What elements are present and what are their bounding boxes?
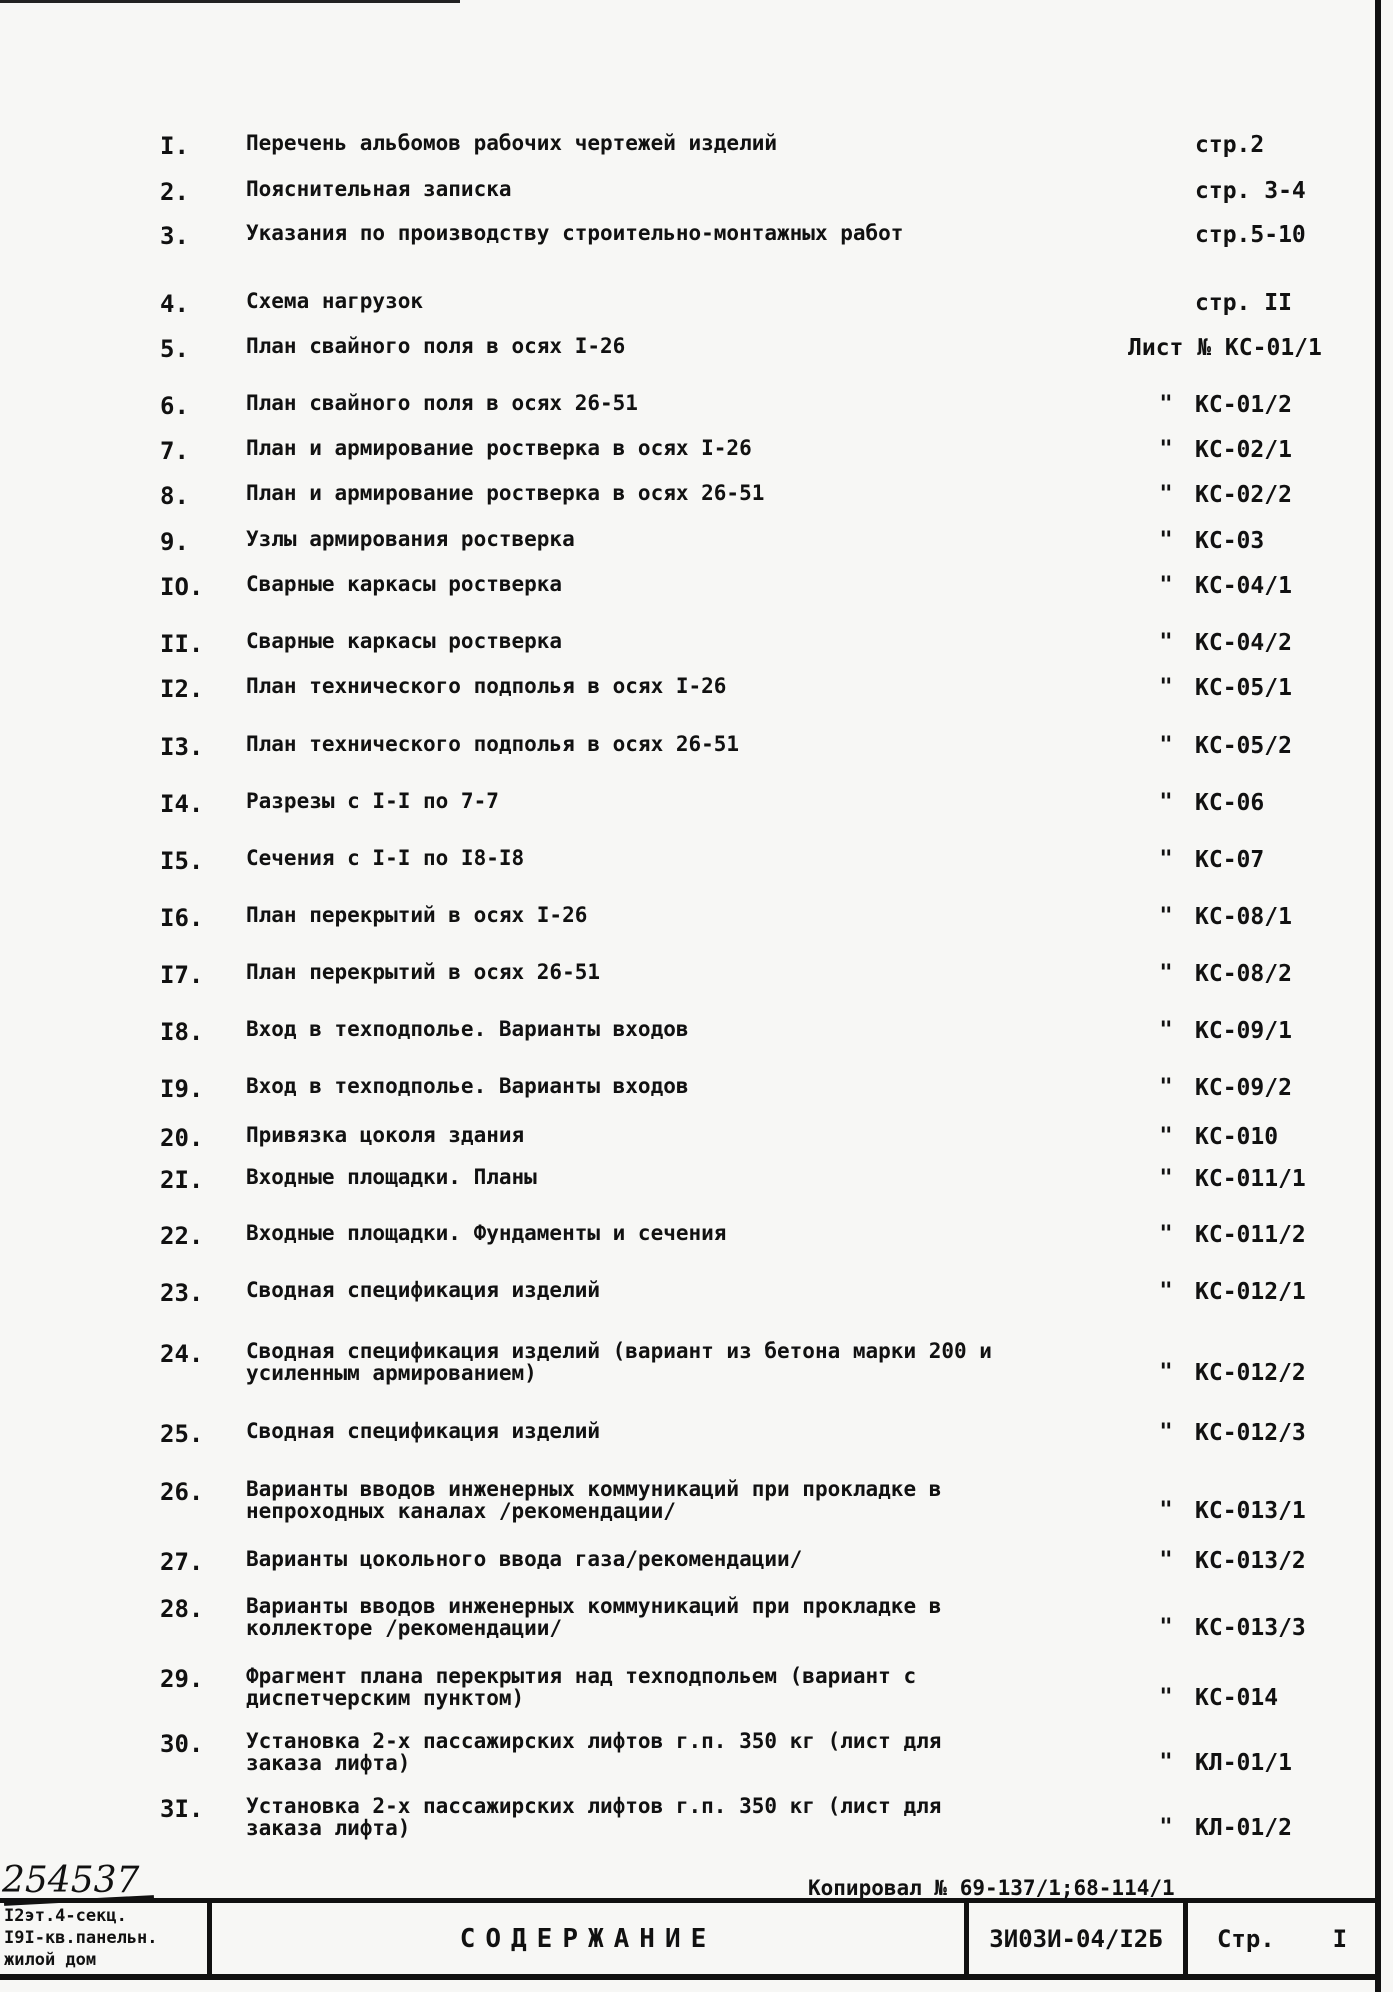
item-number: 2I. [160,1166,204,1194]
item-title: План свайного поля в осях 26-51 [246,391,638,415]
item-number: 25. [160,1420,204,1448]
item-number: 29. [160,1665,204,1693]
item-reference: КС-02/1 [1195,437,1292,463]
item-title: План свайного поля в осях I-26 [246,334,626,358]
item-number: 4. [160,290,189,318]
item-number: I3. [160,733,204,761]
ditto-mark: " [1159,482,1173,507]
item-title: Сводная спецификация изделий [246,1419,601,1443]
item-number: I6. [160,904,204,932]
ditto-mark: " [1159,1420,1173,1445]
item-number: 27. [160,1548,204,1576]
item-number: 23. [160,1279,204,1307]
item-reference: стр.2 [1195,132,1265,158]
ditto-mark: " [1159,1018,1173,1043]
item-title: Вход в техподполье. Варианты входов [246,1074,689,1098]
ditto-mark: " [1159,961,1173,986]
item-reference: КС-013/3 [1195,1615,1306,1641]
item-number: I4. [160,790,204,818]
ditto-mark: " [1159,1815,1173,1840]
item-number: IO. [160,573,204,601]
item-reference: КС-02/2 [1195,482,1292,508]
item-reference: Лист № КС-01/1 [1128,335,1322,361]
item-title: План и армирование ростверка в осях 26-51 [246,481,765,505]
ditto-mark: " [1159,1166,1173,1191]
ditto-mark: " [1159,1279,1173,1304]
item-title: Сварные каркасы ростверка [246,629,563,653]
item-reference: КС-05/1 [1195,675,1292,701]
item-title: Сечения с I-I по I8-I8 [246,846,525,870]
ditto-mark: " [1159,528,1173,553]
item-reference: КС-010 [1195,1124,1279,1150]
item-reference: КЛ-01/1 [1195,1750,1292,1776]
ditto-mark: " [1159,1360,1173,1385]
ditto-mark: " [1159,847,1173,872]
item-reference: КС-04/2 [1195,630,1292,656]
ditto-mark: " [1159,790,1173,815]
page-number: I [1332,1925,1348,1953]
item-number: I. [160,132,189,160]
item-title: Указания по производству строительно-монтажных работ [246,221,904,245]
item-title: Схема нагрузок [246,289,424,313]
item-number: I5. [160,847,204,875]
item-reference: КС-01/2 [1195,392,1292,418]
item-reference: КС-013/2 [1195,1548,1306,1574]
item-reference: КС-04/1 [1195,573,1292,599]
item-reference: КС-011/2 [1195,1222,1306,1248]
item-number: 2. [160,178,189,206]
item-reference: КС-011/1 [1195,1166,1306,1192]
ditto-mark: " [1159,1615,1173,1640]
item-number: I2. [160,675,204,703]
item-number: 3. [160,222,189,250]
project-line-3: жилой дом [4,1950,97,1970]
ditto-mark: " [1159,675,1173,700]
item-number: 22. [160,1222,204,1250]
item-reference: КС-03 [1195,528,1265,554]
item-title: План технического подполья в осях I-26 [246,674,727,698]
title-block-code: ЗИ0ЗИ-04/I2Б [964,1898,1188,1980]
item-reference: КС-06 [1195,790,1265,816]
item-number: 7. [160,437,189,465]
item-title: План перекрытий в осях I-26 [246,903,588,927]
item-number: 28. [160,1595,204,1623]
item-number: 6. [160,392,189,420]
item-title: Пояснительная записка [246,177,512,201]
ditto-mark: " [1159,1124,1173,1149]
item-reference: КС-013/1 [1195,1498,1306,1524]
item-reference: КС-09/2 [1195,1075,1292,1101]
item-title: Фрагмент плана перекрытия над техподпольем (вариант с диспетчерским пунктом) [246,1664,917,1710]
project-line-1: I2эт.4-секц. [4,1906,127,1926]
item-reference: КС-05/2 [1195,733,1292,759]
item-reference: стр. II [1195,290,1292,316]
item-title: Варианты вводов инженерных коммуникаций при прокладке в непроходных каналах /рекомендации/ [246,1477,942,1523]
item-number: I9. [160,1075,204,1103]
item-title: Установка 2-х пассажирских лифтов г.п. 350 кг (лист для заказа лифта) [246,1729,942,1775]
item-title: Варианты вводов инженерных коммуникаций при прокладке в коллекторе /рекомендации/ [246,1594,942,1640]
item-title: Перечень альбомов рабочих чертежей изделий [246,131,778,155]
ditto-mark: " [1159,1548,1173,1573]
item-title: Сводная спецификация изделий (вариант из бетона марки 200 и усиленным армированием) [246,1339,992,1385]
handwritten-number: 254537 [2,1860,140,1901]
ditto-mark: " [1159,733,1173,758]
item-title: Варианты цокольного ввода газа/рекомендации/ [246,1547,803,1571]
item-reference: стр. 3-4 [1195,178,1306,204]
ditto-mark: " [1159,1498,1173,1523]
item-number: 30. [160,1730,204,1758]
item-number: 26. [160,1478,204,1506]
ditto-mark: " [1159,573,1173,598]
item-number: 5. [160,335,189,363]
item-title: Установка 2-х пассажирских лифтов г.п. 350 кг (лист для заказа лифта) [246,1794,942,1840]
item-title: Разрезы с I-I по 7-7 [246,789,499,813]
item-reference: КЛ-01/2 [1195,1815,1292,1841]
item-reference: КС-07 [1195,847,1265,873]
item-title: Сводная спецификация изделий [246,1278,601,1302]
item-number: 3I. [160,1795,204,1823]
ditto-mark: " [1159,904,1173,929]
item-title: План технического подполья в осях 26-51 [246,732,740,756]
item-number: I8. [160,1018,204,1046]
item-number: 20. [160,1124,204,1152]
item-number: 9. [160,528,189,556]
item-title: Входные площадки. Планы [246,1165,537,1189]
item-reference: КС-012/2 [1195,1360,1306,1386]
item-number: II. [160,630,204,658]
item-number: 24. [160,1340,204,1368]
item-reference: КС-012/3 [1195,1420,1306,1446]
item-reference: КС-014 [1195,1685,1279,1711]
project-line-2: I9I-кв.панельн. [4,1928,158,1948]
item-reference: КС-08/2 [1195,961,1292,987]
item-number: I7. [160,961,204,989]
item-title: Сварные каркасы ростверка [246,572,563,596]
item-title: Входные площадки. Фундаменты и сечения [246,1221,727,1245]
ditto-mark: " [1159,437,1173,462]
item-title: План и армирование ростверка в осях I-26 [246,436,752,460]
title-block-title: СОДЕРЖАНИЕ [207,1898,969,1980]
item-title: План перекрытий в осях 26-51 [246,960,601,984]
item-title: Узлы армирования ростверка [246,527,575,551]
ditto-mark: " [1159,1222,1173,1247]
item-reference: КС-012/1 [1195,1279,1306,1305]
ditto-mark: " [1159,1750,1173,1775]
ditto-mark: " [1159,1685,1173,1710]
colophon: Копировал № 69-137/1;68-114/1 [808,1876,1175,1900]
title-block-page [1183,1898,1381,1980]
item-number: 8. [160,482,189,510]
item-title: Вход в техподполье. Варианты входов [246,1017,689,1041]
item-reference: КС-09/1 [1195,1018,1292,1044]
title-block-project [0,1898,212,1980]
item-title: Привязка цоколя здания [246,1123,525,1147]
item-reference: стр.5-10 [1195,222,1306,248]
ditto-mark: " [1159,630,1173,655]
item-reference: КС-08/1 [1195,904,1292,930]
ditto-mark: " [1159,1075,1173,1100]
ditto-mark: " [1159,392,1173,417]
page-label: Стр. [1216,1925,1275,1953]
